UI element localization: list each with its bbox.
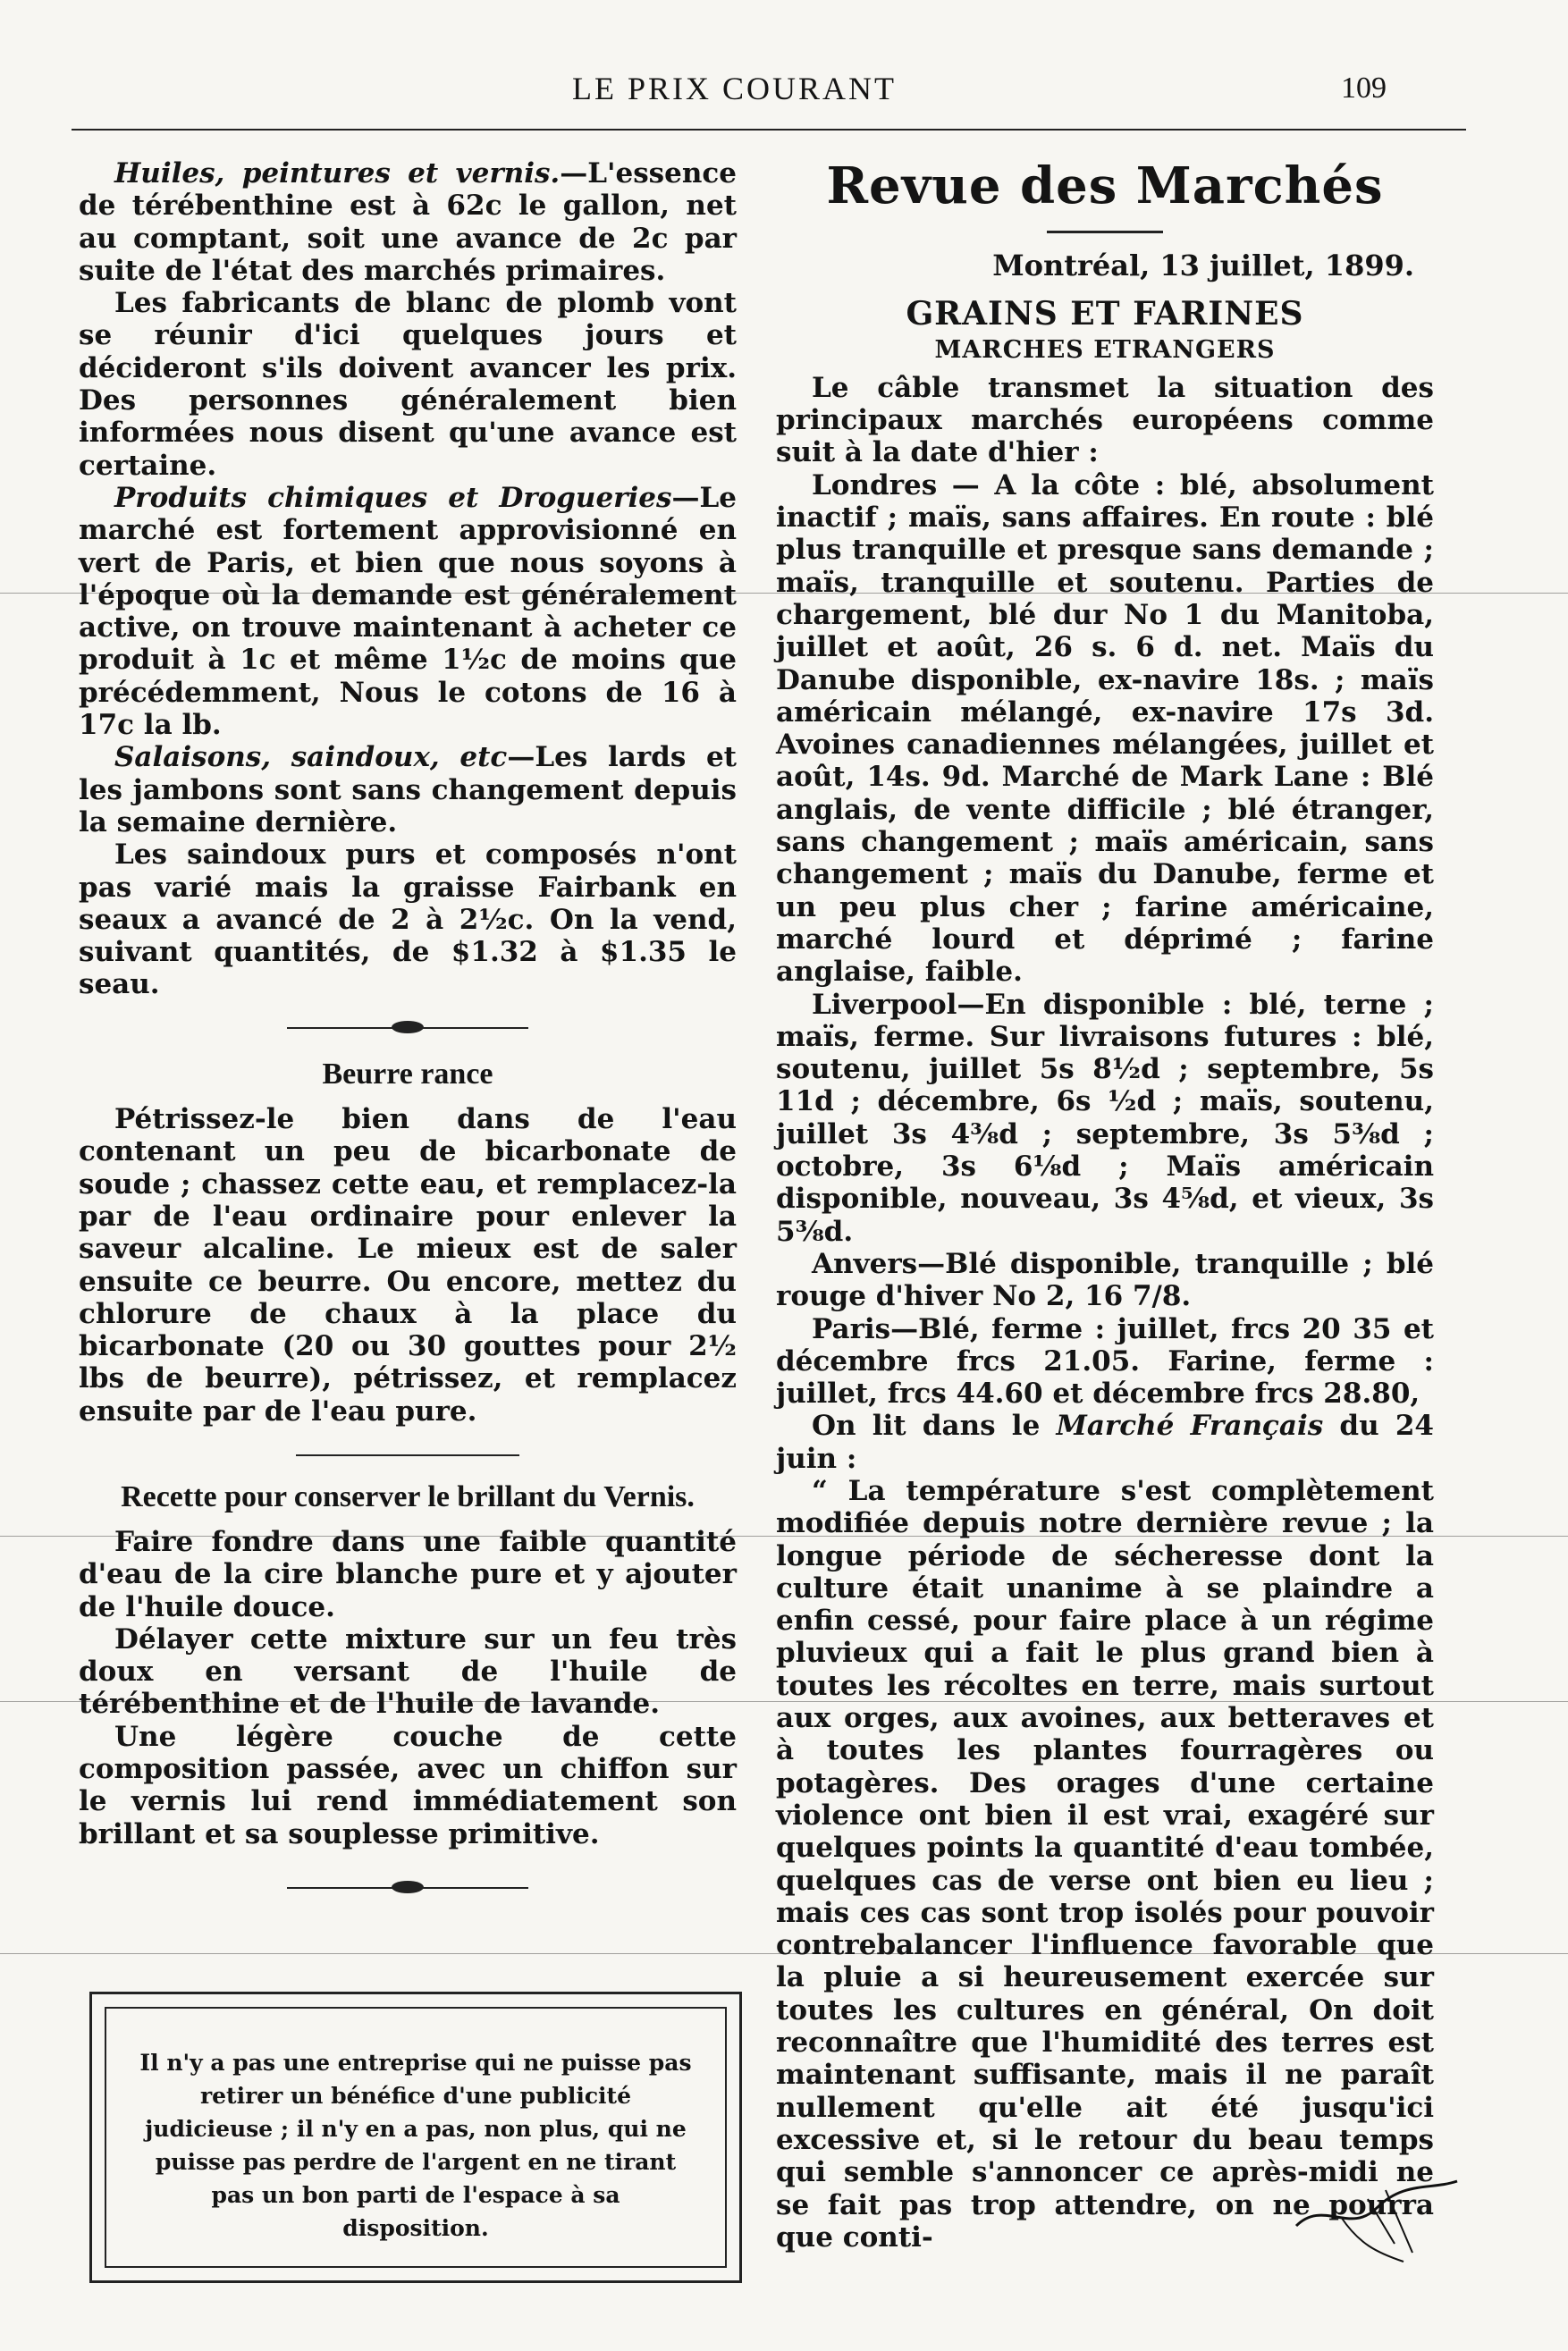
notice-inner-frame [105, 2007, 727, 2268]
ornament-divider [287, 1881, 528, 1895]
heading-recette: Recette pour conserver le brillant du Vernis. [121, 1479, 695, 1513]
page-number: 109 [1341, 72, 1387, 105]
ornament-divider [287, 1021, 528, 1035]
paragraph-anvers: Anvers—Blé disponible, tranquille ; blé rouge d'hiver No 2, 16 7/8. [776, 1247, 1434, 1313]
heading-beurre-rance: Beurre rance [322, 1057, 493, 1091]
masthead-revue-des-marches: Revue des Marchés [826, 156, 1384, 215]
paragraph-saindoux: Les saindoux purs et composés n'ont pas varié mais la graisse Fairbank en seaux a avancé de 2 à 2½c. On la vend, suivant quantités, de $1.32 à $1.35 le seau. [79, 838, 737, 1001]
advertising-notice-box [89, 1992, 742, 2283]
subsection-title: MARCHES ETRANGERS [934, 335, 1276, 364]
paragraph-salaisons [79, 741, 737, 838]
paragraph-huiles [79, 157, 737, 287]
paragraph-paris: Paris—Blé, ferme : juillet, frcs 20 35 et décembre frcs 21.05. Farine, ferme : juillet, frcs 44.60 et décembre frcs 28.80, [776, 1312, 1434, 1411]
text-fragment: du 24 juin : [776, 1410, 1434, 1475]
paragraph-liverpool: Liverpool—En disponible : blé, terne ; maïs, ferme. Sur livraisons futures : blé, soutenu, juillet 5s 8½d ; septembre, 5s 11d ; décembre, 6s ½d ; maïs, soutenu, juillet 3s 4⅜d ; septembre, 3s 5⅜d ; octobre, 3s 6⅛d ; Maïs américain disponible, nouveau, 3s 4⅝d, et vieux, 3s 5⅜d. [776, 988, 1434, 1248]
header-rule [72, 129, 1466, 131]
paragraph-marche-francais [776, 1410, 1434, 1475]
paragraph-lead: Produits chimiques et Drogueries [114, 481, 672, 514]
paragraph-blanc-de-plomb: Les fabricants de blanc de plomb vont se réunir d'ici quelques jours et décideront s'ils doivent avancer les prix. Des personnes généralement bien informées nous disent qu'une avance est certaine. [79, 287, 737, 482]
paragraph-lead: Salaisons, saindoux, etc [114, 741, 508, 774]
paragraph-beurre-rance: Pétrissez-le bien dans de l'eau contenant un peu de bicarbonate de soude ; chassez cette eau, et remplacez-la par de l'eau ordinaire pour enlever la saveur alcaline. Le mieux est de saler ensuite ce beurre. Ou encore, mettez du chlorure de chaux à la place du bicarbonate (20 ou 30 gouttes pour 2½ lbs de beurre), pétrissez, et remplacez ensuite par de l'eau pure. [79, 1103, 737, 1428]
paragraph-recette-3: Une légère couche de cette composition passée, avec un chiffon sur le vernis lui rend immédiatement son brillant et sa souplesse primitive. [79, 1720, 737, 1850]
paragraph-lead: Huiles, peintures et vernis. [114, 157, 561, 190]
paragraph-intro: Le câble transmet la situation des principaux marchés européens comme suit à la date d'hier : [776, 371, 1434, 469]
paragraph-text: —Le marché est fortement approvisionné en vert de Paris, et bien que nous soyons à l'époque où la demande est généralement active, on trouve maintenant à acheter ce produit à 1c et même 1½c de moins que précédemment, Nous le cotons de 16 à 17c la lb. [79, 481, 737, 742]
left-column [79, 157, 737, 1918]
notice-text: Il n'y a pas une entreprise qui ne puisse pas retirer un bénéfice d'une publicité judicieuse ; il n'y en a pas, non plus, qui ne puisse pas perdre de l'argent en ne tirant pas un bon parti de l'espace à sa disposition. [139, 2050, 692, 2241]
paragraph-recette-1: Faire fondre dans une faible quantité d'eau de la cire blanche pure et y ajouter de l'huile douce. [79, 1525, 737, 1623]
paragraph-text: —L'essence de térébenthine est à 62c le gallon, net au comptant, soit une avance de 2c par suite de l'état des marchés primaires. [79, 157, 737, 287]
text-fragment: On lit dans le [812, 1410, 1057, 1443]
section-title: GRAINS ET FARINES [906, 295, 1304, 333]
publication-title: Marché Français [1056, 1410, 1324, 1443]
masthead-rule [1047, 231, 1163, 233]
paragraph-quote: “ La température s'est complètement modifiée depuis notre dernière revue ; la longue période de sécheresse dont la culture était unanime à se plaindre a enfin cessé, pour faire place à un régime pluvieux qui a fait le plus grand bien à toutes les récoltes en terre, mais surtout aux orges, aux avoines, aux betteraves et à toutes les plantes fourragères ou potagères. Des orages d'une certaine violence ont bien il est vrai, exagéré sur quelques points la quantité d'eau tombée, quelques cas de verse ont bien eu lieu ; mais ces cas sont trop isolés pour pouvoir contrebalancer l'influence favorable que la pluie a si heureusement exercée sur toutes les cultures en général, On doit reconnaître que l'humidité des terres est maintenant suffisante, mais il ne paraît nullement qu'elle ait été jusqu'ici excessive et, si le retour du beau temps qui semble s'annoncer ce après-midi ne se fait pas trop attendre, on ne pourra que conti- [776, 1474, 1434, 2254]
divider-rule [296, 1454, 519, 1456]
paragraph-produits-chimiques [79, 482, 737, 741]
dateline: Montréal, 13 juillet, 1899. [992, 249, 1414, 282]
right-column [776, 157, 1434, 2254]
paragraph-londres: Londres — A la côte : blé, absolument inactif ; maïs, sans affaires. En route : blé plus tranquille et presque sans demande ; maïs, tranquille et soutenu. Parties de chargement, blé dur No 1 du Manitoba, juillet et août, 26 s. 6 d. net. Maïs du Danube disponible, ex-navire 18s. ; maïs américain mélangé, ex-navire 17s 3d. Avoines canadiennes mélangées, juillet et août, 14s. 9d. Marché de Mark Lane : Blé anglais, de vente difficile ; blé étranger, sans changement ; maïs américain, sans changement ; maïs du Danube, ferme et un peu plus cher ; farine américaine, marché lourd et déprimé ; farine anglaise, faible. [776, 468, 1434, 989]
ink-smudge-icon [1287, 2163, 1466, 2271]
running-head: LE PRIX COURANT [572, 71, 898, 106]
paragraph-recette-2: Délayer cette mixture sur un feu très doux en versant de l'huile de térébenthine et de l'huile de lavande. [79, 1622, 737, 1721]
paragraph-text: —Les lards et les jambons sont sans changement depuis la semaine dernière. [79, 741, 737, 838]
